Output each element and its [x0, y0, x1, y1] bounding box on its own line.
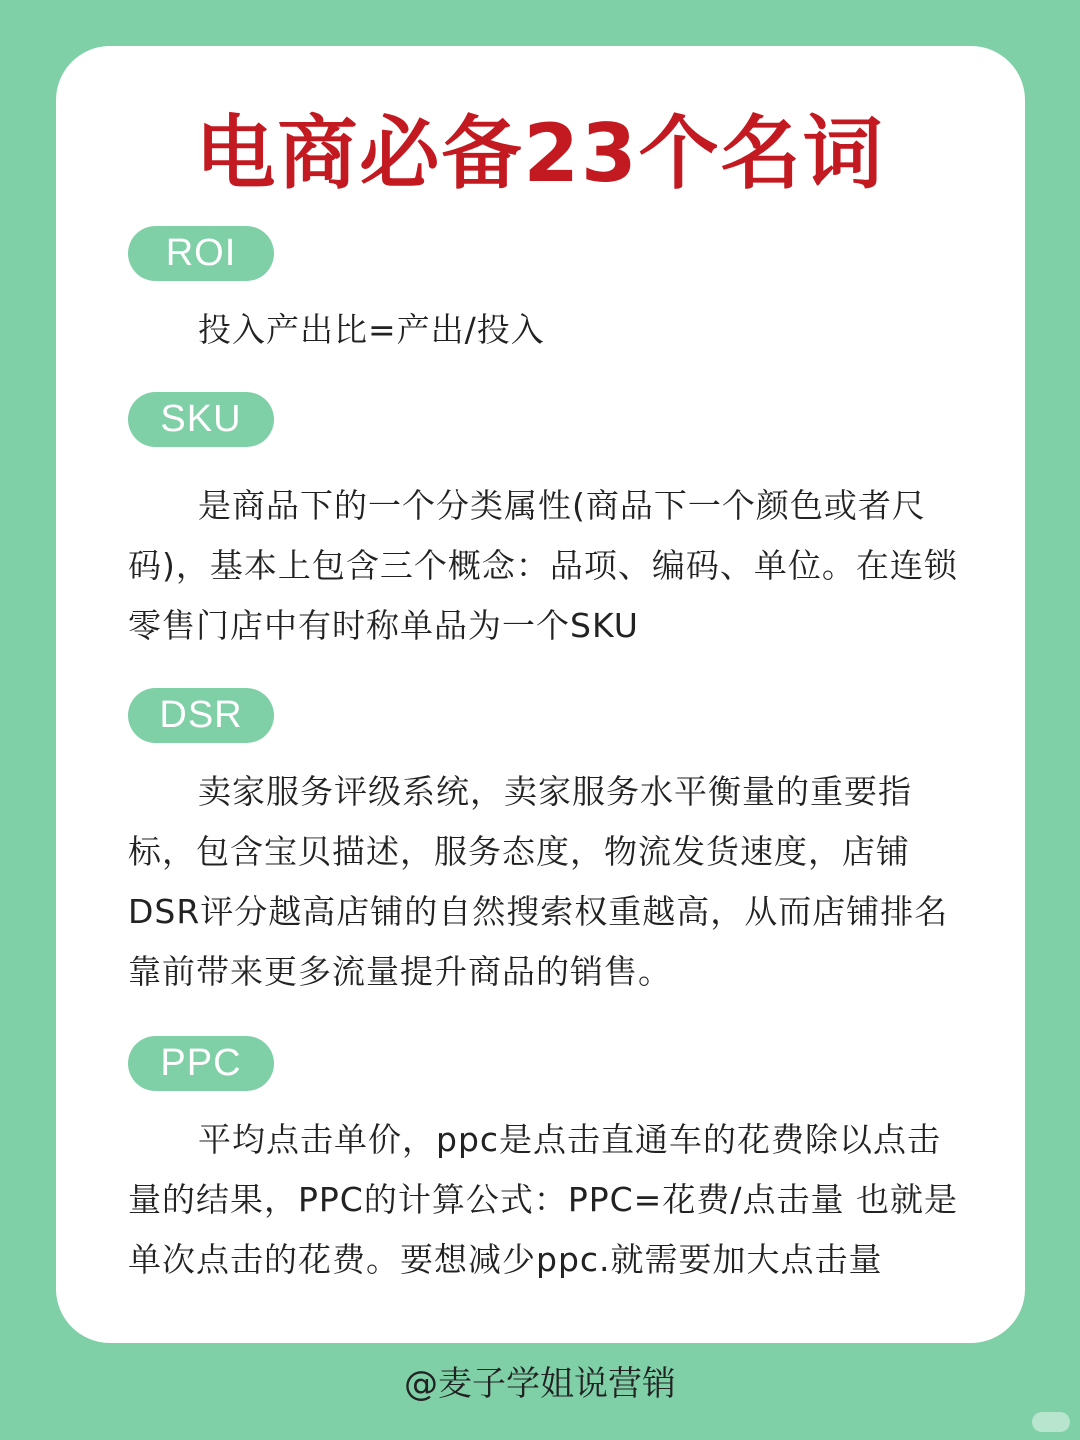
page-title: 电商必备23个名词	[195, 107, 885, 200]
term-desc-sku: 是商品下的一个分类属性(商品下一个颜色或者尺码)，基本上包含三个概念：品项、编码、单位。在连锁零售门店中有时称单品为一个SKU	[128, 486, 958, 645]
term-badge-dsr: DSR	[128, 688, 274, 743]
term-desc-dsr: 卖家服务评级系统，卖家服务水平衡量的重要指标，包含宝贝描述，服务态度，物流发货速度，店铺DSR评分越高店铺的自然搜索权重越高，从而店铺排名靠前带来更多流量提升商品的销售。	[128, 772, 949, 991]
term-badge-sku: SKU	[128, 392, 274, 447]
term-badge-roi: ROI	[128, 226, 274, 281]
author-footer: @麦子学姐说营销	[404, 1364, 676, 1404]
watermark-icon	[1032, 1412, 1070, 1432]
term-desc-ppc: 平均点击单价，ppc是点击直通车的花费除以点击量的结果，PPC的计算公式：PPC=花费/点击量 也就是单次点击的花费。要想减少ppc.就需要加大点击量	[128, 1120, 958, 1279]
term-desc-roi: 投入产出比=产出/投入	[198, 310, 545, 349]
term-badge-ppc: PPC	[128, 1036, 274, 1091]
